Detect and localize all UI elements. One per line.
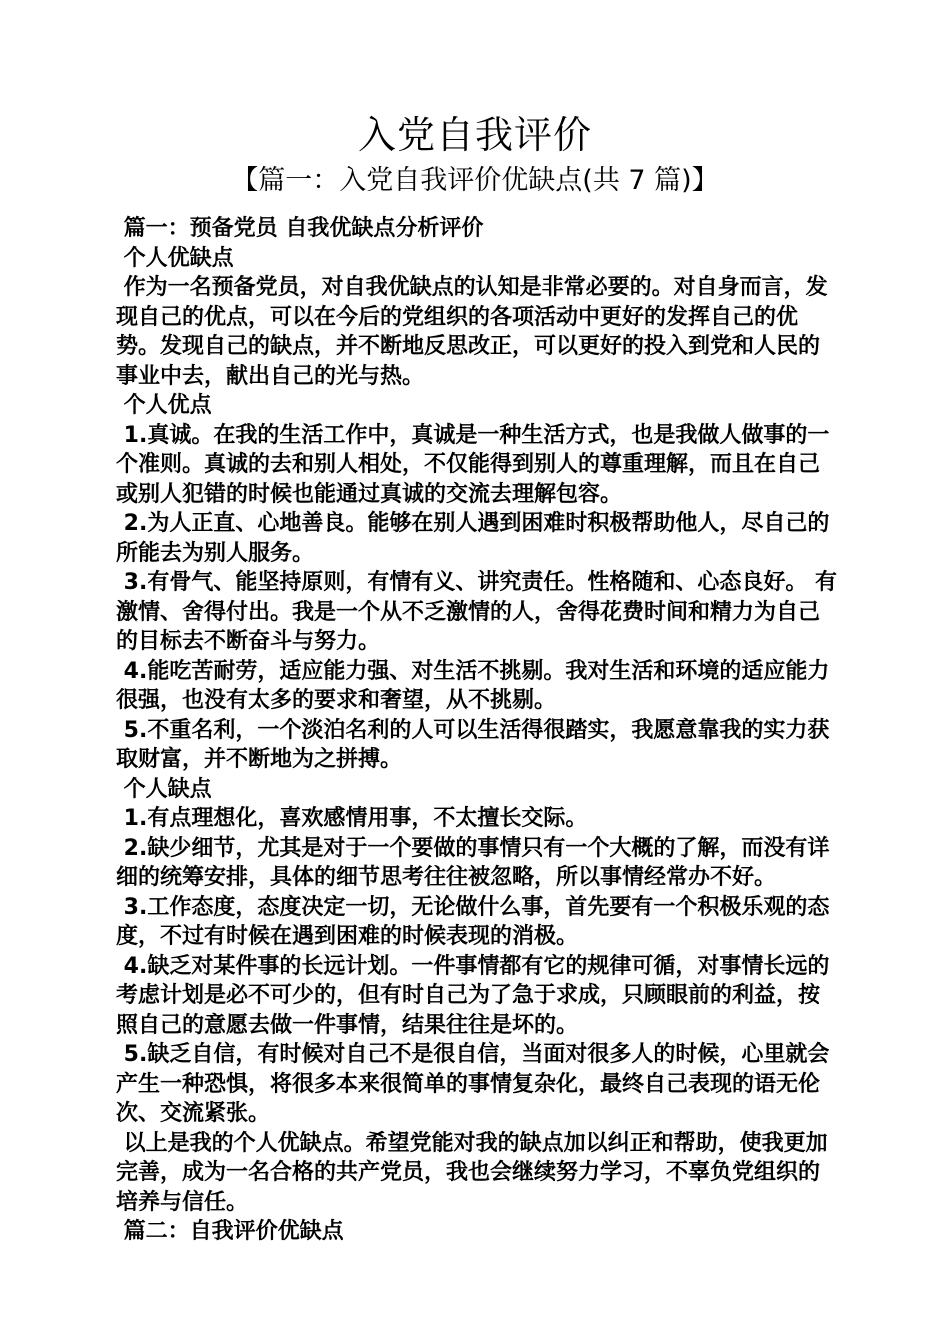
section-heading: 篇二：自我评价优缺点 bbox=[116, 1219, 344, 1244]
list-item: 3.工作态度，态度决定一切，无论做什么事，首先要有一个积极乐观的态度，不过有时候在遇到困难的时候表现的消极。 bbox=[116, 894, 830, 949]
list-item: 5.缺乏自信，有时候对自己不是很自信，当面对很多人的时候，心里就会产生一种恐惧，将很多本来很简单的事情复杂化，最终自己表现的语无伦次、交流紧张。 bbox=[116, 1042, 830, 1126]
section-heading: 个人缺点 bbox=[116, 776, 212, 802]
list-item: 5.不重名利，一个淡泊名利的人可以生活得很踏实，我愿意靠我的实力获取财富，并不断地为之拼搏。 bbox=[116, 717, 830, 772]
list-item: 4.能吃苦耐劳，适应能力强、对生活不挑剔。我对生活和环境的适应能力很强，也没有太多的要求和奢望，从不挑剔。 bbox=[116, 658, 830, 713]
list-item: 2.为人正直、心地善良。能够在别人遇到困难时积极帮助他人，尽自己的所能去为别人服务。 bbox=[116, 511, 830, 566]
list-item: 1.真诚。在我的生活工作中，真诚是一种生活方式，也是我做人做事的一个准则。真诚的去和别人相处，不仅能得到别人的尊重理解，而且在自己或别人犯错的时候也能通过真诚的交流去理解包容。 bbox=[116, 422, 830, 507]
document-title: 入党自我评价 bbox=[357, 113, 592, 157]
list-item: 2.缺少细节，尤其是对于一个要做的事情只有一个大概的了解，而没有详细的统筹安排，具体的细节思考往往被忽略，所以事情经常办不好。 bbox=[116, 835, 830, 890]
list-item: 1.有点理想化，喜欢感情用事，不太擅长交际。 bbox=[116, 806, 588, 831]
section-heading: 个人优缺点 bbox=[116, 245, 234, 271]
document-subtitle: 【篇一：入党自我评价优缺点(共 7 篇)】 bbox=[231, 165, 719, 196]
body-paragraph: 作为一名预备党员，对自我优缺点的认知是非常必要的。对自身而言，发现自己的优点，可以在今后的党组织的各项活动中更好的发挥自己的优势。发现自己的缺点，并不断地反思改正，可以更好的投入到党和人民的事业中去，献出自己的光与热。 bbox=[116, 275, 828, 389]
section-heading: 个人优点 bbox=[116, 393, 212, 418]
body-paragraph: 以上是我的个人优缺点。希望党能对我的缺点加以纠正和帮助，使我更加完善，成为一名合格的共产党员，我也会继续努力学习，不辜负党组织的培养与信任。 bbox=[116, 1130, 828, 1215]
section-heading: 篇一：预备党员 自我优缺点分析评价 bbox=[116, 216, 484, 241]
document-body bbox=[116, 214, 840, 1247]
list-item: 4.缺乏对某件事的长远计划。一件事情都有它的规律可循，对事情长远的考虑计划是必不可少的，但有时自己为了急于求成，只顾眼前的利益，按照自己的意愿去做一件事情，结果往往是坏的。 bbox=[116, 953, 830, 1038]
list-item: 3.有骨气、能坚持原则，有情有义、讲究责任。性格随和、心态良好。 有激情、舍得付出。我是一个从不乏激情的人，舍得花费时间和精力为自己的目标去不断奋斗与努力。 bbox=[116, 570, 837, 654]
